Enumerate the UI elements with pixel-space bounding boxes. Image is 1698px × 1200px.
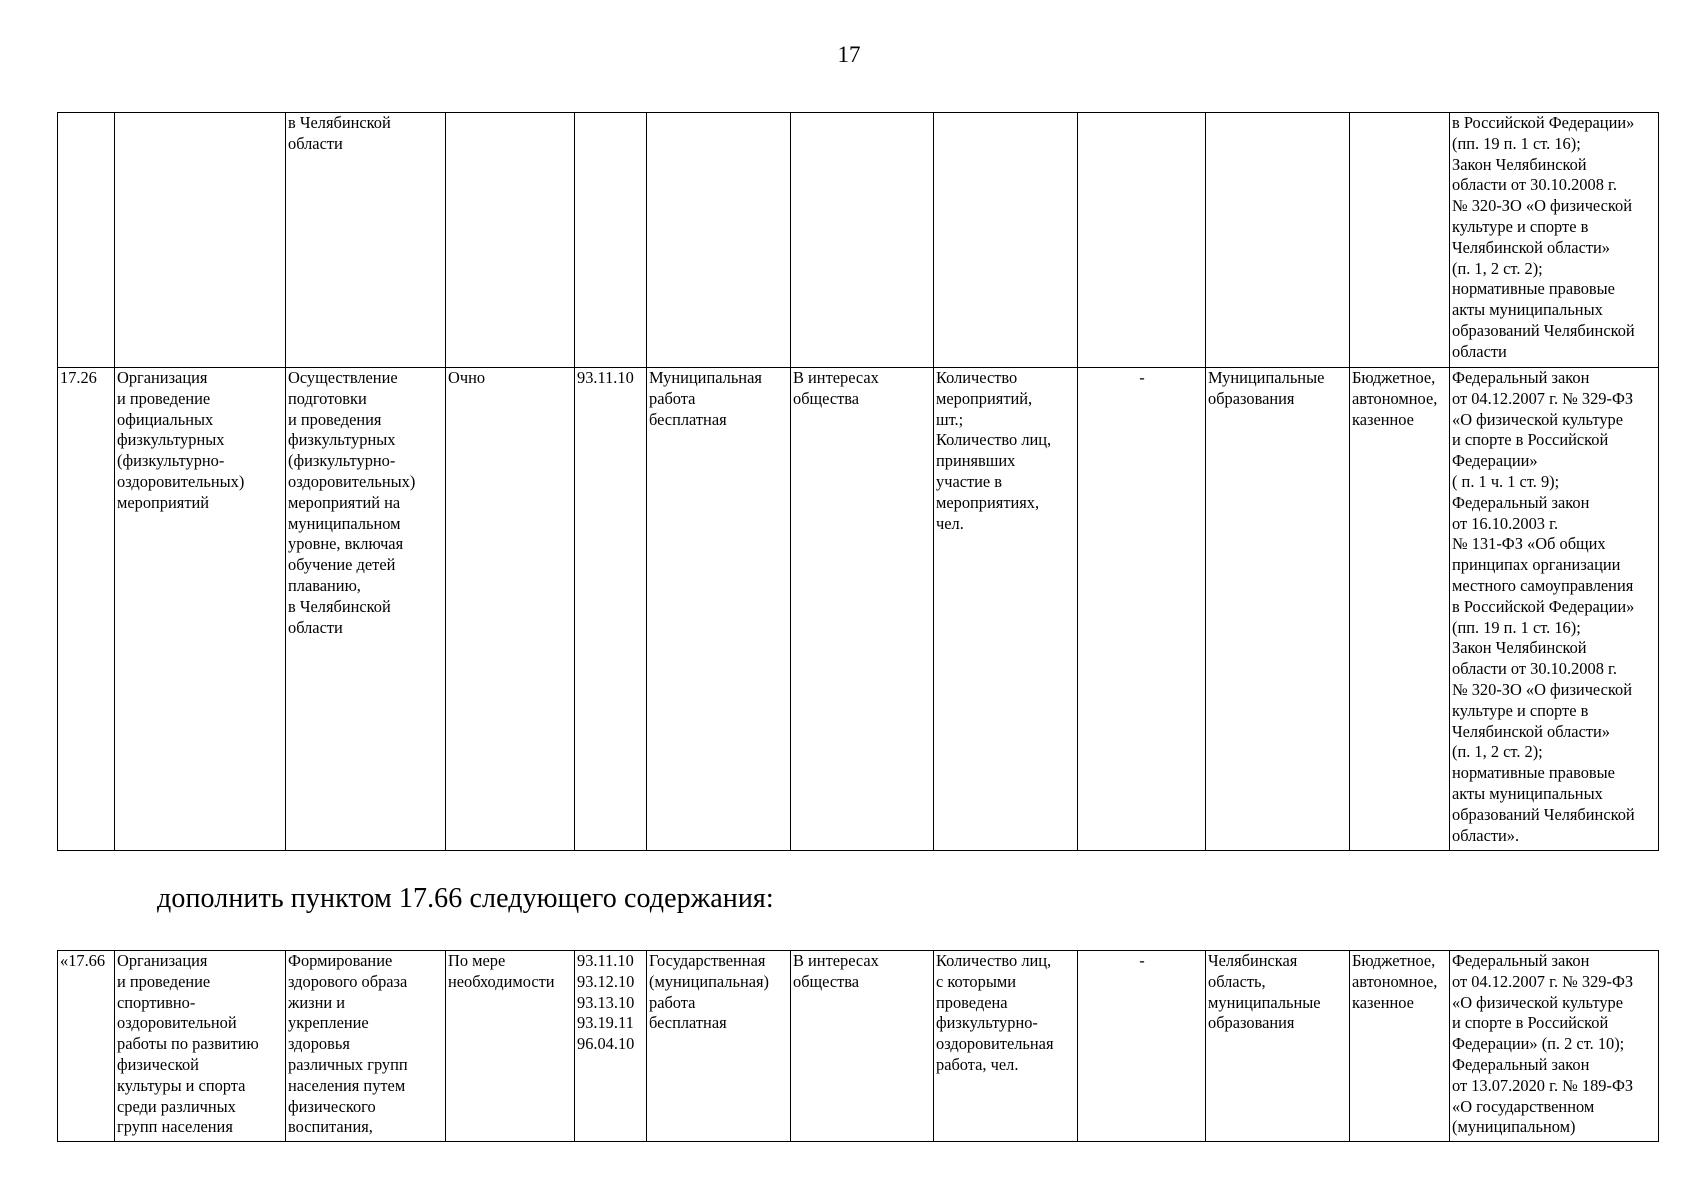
work-type-cell: Государственная (муниципальная) работа бесплатная xyxy=(647,951,791,1142)
quality-indicator-cell xyxy=(1078,113,1206,368)
table-row xyxy=(58,368,1659,851)
table-row xyxy=(58,113,1659,368)
volume-indicator-cell: Количество мероприятий, шт.; Количество лиц, принявших участие в мероприятиях, чел. xyxy=(934,368,1078,851)
table-row xyxy=(58,951,1659,1142)
service-name-cell: Организация и проведение спортивно- оздоровительной работы по развитию физической культуры и спорта среди различных групп населения xyxy=(115,951,286,1142)
service-content-cell: Осуществление подготовки и проведения физкультурных (физкультурно- оздоровительных) мероприятий на муниципальном уровне, включая обучение детей плаванию, в Челябинской области xyxy=(286,368,446,851)
institution-type-cell: Бюджетное, автономное, казенное xyxy=(1350,368,1450,851)
quality-indicator-cell: - xyxy=(1078,951,1206,1142)
authority-cell xyxy=(1206,113,1350,368)
work-type-cell xyxy=(647,113,791,368)
legal-basis-cell: Федеральный закон от 04.12.2007 г. № 329-ФЗ «О физической культуре и спорте в Российской Федерации» (п. 2 ст. 10); Федеральный закон от 13.07.2020 г. № 189-ФЗ «О государственном (муниципальном) xyxy=(1450,951,1659,1142)
volume-indicator-cell: Количество лиц, с которыми проведена физкультурно- оздоровительная работа, чел. xyxy=(934,951,1078,1142)
institution-type-cell: Бюджетное, автономное, казенное xyxy=(1350,951,1450,1142)
quality-indicator-cell: - xyxy=(1078,368,1206,851)
okved-code-cell: 93.11.10 93.12.10 93.13.10 93.19.11 96.04.10 xyxy=(575,951,647,1142)
okved-code-cell xyxy=(575,113,647,368)
item-number-cell: «17.66 xyxy=(58,951,115,1142)
legal-basis-cell: в Российской Федерации» (пп. 19 п. 1 ст. 16); Закон Челябинской области от 30.10.2008 г. № 320-ЗО «О физической культуре и спорте в Челябинской области» (п. 1, 2 ст. 2); нормативные правовые акты муниципальных образований Челябинской области xyxy=(1450,113,1659,368)
delivery-form-cell: Очно xyxy=(446,368,575,851)
authority-cell: Муниципальные образования xyxy=(1206,368,1350,851)
work-type-cell: Муниципальная работа бесплатная xyxy=(647,368,791,851)
consumer-category-cell: В интересах общества xyxy=(791,368,934,851)
page-number: 17 xyxy=(837,42,861,67)
legal-basis-cell: Федеральный закон от 04.12.2007 г. № 329-ФЗ «О физической культуре и спорте в Российской Федерации» ( п. 1 ч. 1 ст. 9); Федеральный закон от 16.10.2003 г. № 131-ФЗ «Об общих принципах организации местного самоуправления в Российской Федерации» (пп. 19 п. 1 ст. 16); Закон Челябинской области от 30.10.2008 г. № 320-ЗО «О физической культуре и спорте в Челябинской области» (п. 1, 2 ст. 2); нормативные правовые акты муниципальных образований Челябинской области». xyxy=(1450,368,1659,851)
consumer-category-cell: В интересах общества xyxy=(791,951,934,1142)
services-table-new-item xyxy=(57,950,1659,1142)
service-name-cell: Организация и проведение официальных физкультурных (физкультурно- оздоровительных) мероприятий xyxy=(115,368,286,851)
item-number-cell: 17.26 xyxy=(58,368,115,851)
delivery-form-cell: По мере необходимости xyxy=(446,951,575,1142)
service-name-cell xyxy=(115,113,286,368)
amendment-text: дополнить пунктом 17.66 следующего содержания: xyxy=(157,883,774,914)
institution-type-cell xyxy=(1350,113,1450,368)
service-content-cell: Формирование здорового образа жизни и укрепление здоровья различных групп населения путем физического воспитания, xyxy=(286,951,446,1142)
service-content-cell: в Челябинской области xyxy=(286,113,446,368)
volume-indicator-cell xyxy=(934,113,1078,368)
authority-cell: Челябинская область, муниципальные образования xyxy=(1206,951,1350,1142)
delivery-form-cell xyxy=(446,113,575,368)
consumer-category-cell xyxy=(791,113,934,368)
services-table-continuation xyxy=(57,112,1659,851)
item-number-cell xyxy=(58,113,115,368)
okved-code-cell: 93.11.10 xyxy=(575,368,647,851)
